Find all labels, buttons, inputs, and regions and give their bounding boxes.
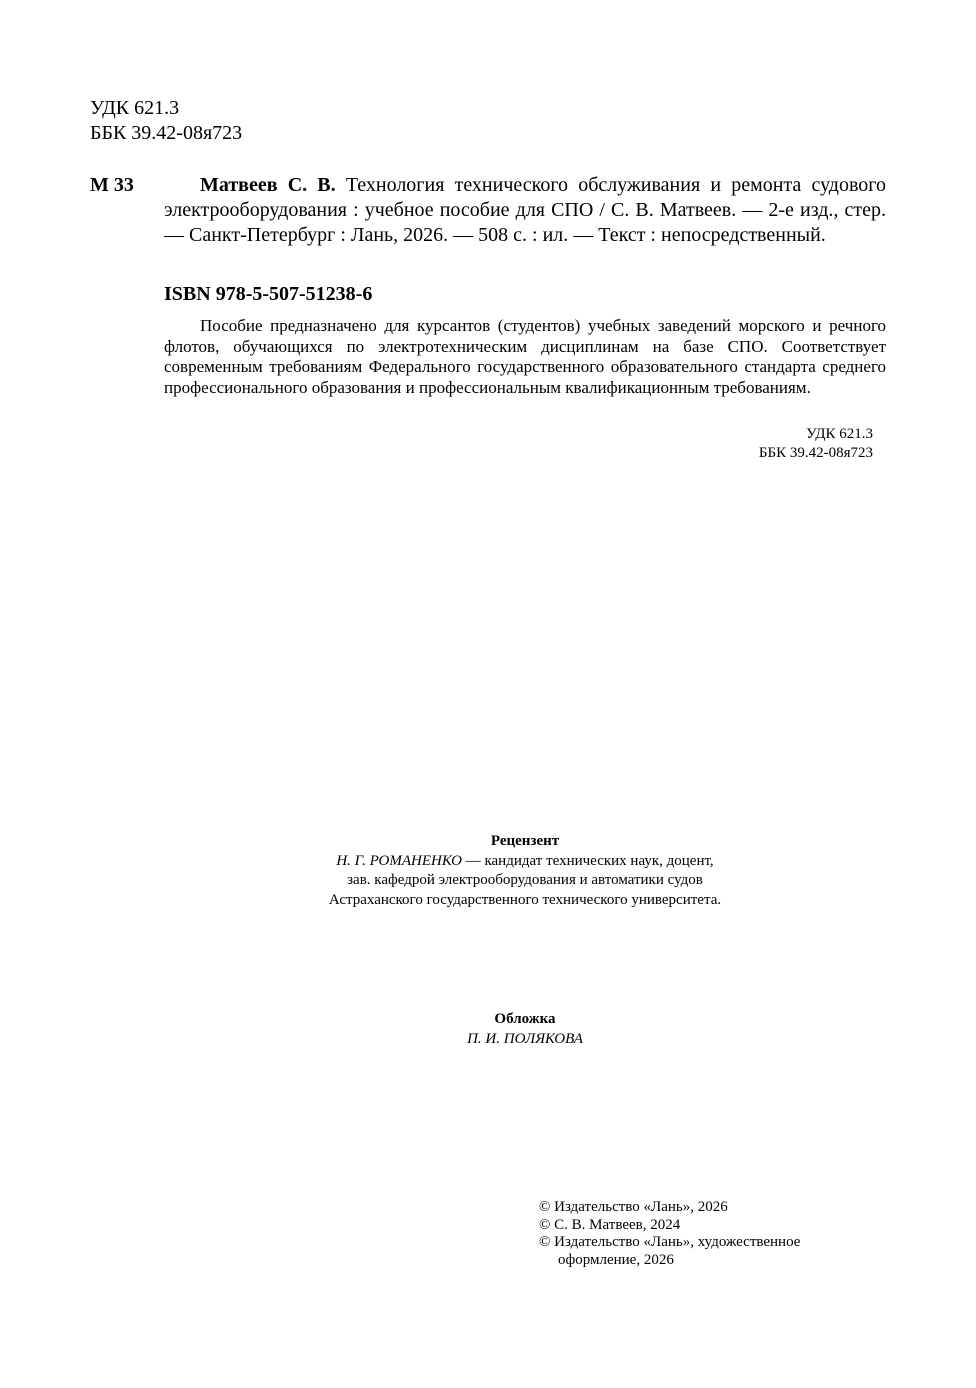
entry-text: Технология технического обслуживания и ремонта судового электрооборудования : учебное пособие для СПО / С. В. Матвеев. — 2-е изд., стер. — Санкт-Петербург : Лань, 2026. — 508 с. : ил. — Текст : непосредственный. — [164, 174, 886, 246]
author-sign-code: М 33 — [90, 174, 134, 196]
classification-bbk: ББК 39.42-08я723 — [758, 445, 873, 461]
classification-udk: УДК 621.3 — [806, 426, 873, 442]
reviewer-heading: Рецензент — [490, 833, 560, 849]
header-udk: УДК 621.3 — [90, 97, 180, 119]
reviewer-name: Н. Г. РОМАНЕНКО — [336, 852, 462, 869]
isbn: ISBN 978-5-507-51238-6 — [164, 283, 373, 305]
copyright-line: © С. В. Матвеев, 2024 — [539, 1216, 681, 1233]
copyright-line: © Издательство «Лань», художественное — [539, 1234, 801, 1250]
cover-block — [0, 1010, 976, 1049]
cover-designer: П. И. ПОЛЯКОВА — [467, 1030, 583, 1047]
reviewer-line3: Астраханского государственного технического университета. — [328, 891, 722, 908]
classification-block — [759, 425, 873, 463]
abstract: Пособие предназначено для курсантов (студентов) учебных заведений морского и речного флотов, обучающихся по электротехническим дисциплинам на базе СПО. Соответствует современным требованиям Федерального государственного образовательного стандарта среднего профессионального образования и профессиональным квалификационным требованиям. — [164, 316, 886, 397]
reviewer-title: — кандидат технических наук, доцент, — [461, 852, 714, 869]
copyright-line: оформление, 2026 — [558, 1251, 674, 1268]
reviewer-line1 — [0, 852, 976, 872]
copyright-line: © Издательство «Лань», 2026 — [539, 1199, 728, 1215]
header-bbk: ББК 39.42-08я723 — [90, 122, 243, 144]
bibliographic-entry — [164, 173, 886, 248]
copyright-block — [539, 1199, 800, 1269]
reviewer-block — [0, 832, 976, 910]
header-classification — [90, 96, 242, 146]
entry-author: Матвеев С. В. — [200, 174, 336, 196]
cover-heading: Обложка — [494, 1011, 556, 1027]
reviewer-line2: зав. кафедрой электрооборудования и автоматики судов — [347, 872, 703, 888]
